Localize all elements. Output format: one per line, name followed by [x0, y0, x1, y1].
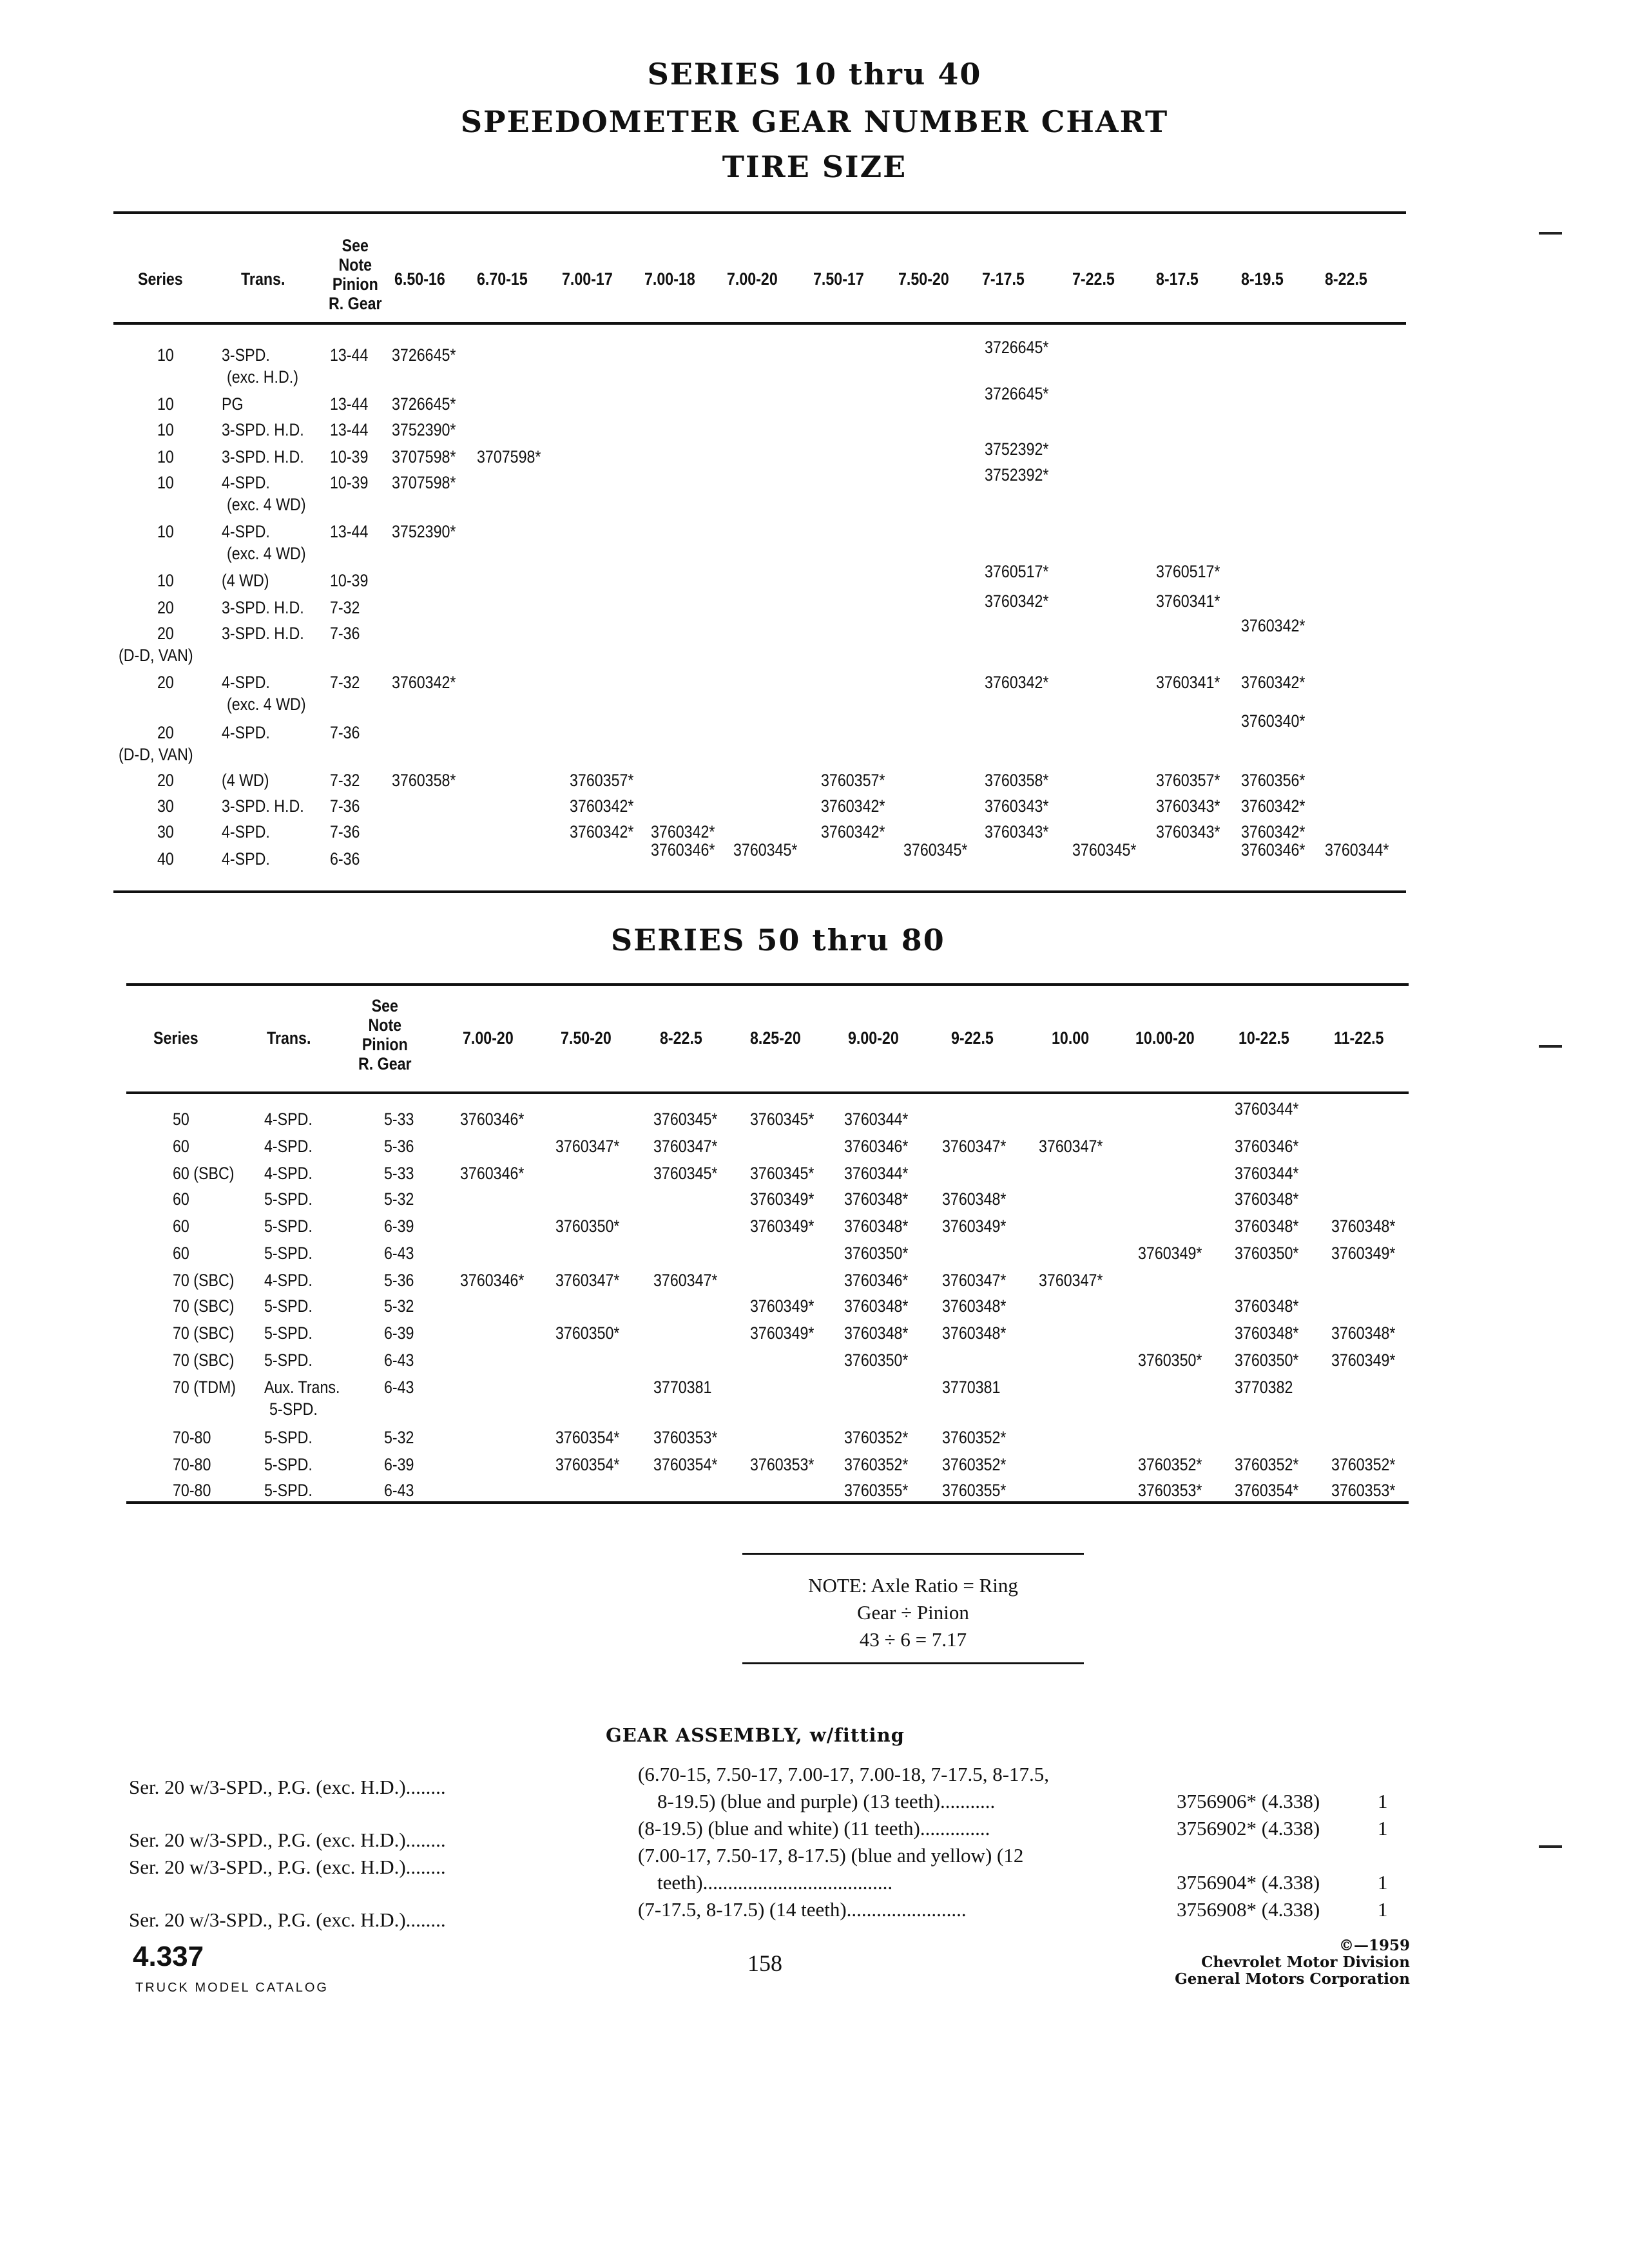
gear-number-cell: 3760350*: [555, 1216, 620, 1236]
gear-number-cell: 3760342*: [1241, 616, 1306, 635]
gear-number-cell: 3760517*: [985, 562, 1049, 581]
row-trans: 4-SPD.: [222, 723, 270, 742]
gear-number-cell: 3760352*: [942, 1428, 1007, 1447]
column-header-tire-size: 8.25-20: [750, 1028, 801, 1048]
column-header-tire-size: 6.50-16: [394, 269, 445, 289]
row-pinion: 5-36: [384, 1271, 414, 1290]
gear-number-cell: 3760343*: [1156, 822, 1220, 841]
gear-number-cell: 3760342*: [821, 822, 885, 841]
row-pinion: 7-32: [330, 598, 360, 617]
table-rule-top: [126, 983, 1409, 986]
gear-number-cell: 3760354*: [1235, 1481, 1299, 1500]
row-series: 30: [157, 822, 174, 841]
gear-part-number: 3756908* (4.338): [1177, 1898, 1320, 1921]
gear-number-cell: 3760353*: [750, 1455, 815, 1474]
gear-number-cell: 3760349*: [1331, 1350, 1396, 1370]
row-series: 20: [157, 723, 174, 742]
gear-number-cell: 3760348*: [844, 1216, 909, 1236]
row-pinion: 5-33: [384, 1110, 414, 1129]
gear-item-left: Ser. 20 w/3-SPD., P.G. (exc. H.D.)........: [129, 1908, 446, 1931]
row-trans: (4 WD): [222, 771, 269, 790]
gear-item-left: Ser. 20 w/3-SPD., P.G. (exc. H.D.)........: [129, 1776, 446, 1798]
gear-number-cell: 3760348*: [1235, 1296, 1299, 1316]
gear-number-cell: 3760357*: [821, 771, 885, 790]
gear-number-cell: 3760353*: [653, 1428, 718, 1447]
row-pinion: 6-43: [384, 1378, 414, 1397]
gear-number-cell: 3770381: [653, 1378, 712, 1397]
column-header-trans: Trans.: [241, 269, 285, 289]
row-pinion: 5-32: [384, 1428, 414, 1447]
row-series: 70 (SBC): [173, 1296, 235, 1316]
gear-number-cell: 3760348*: [1331, 1216, 1396, 1236]
gear-number-cell: 3752392*: [985, 465, 1049, 485]
column-header-tire-size: 10-22.5: [1239, 1028, 1289, 1048]
gear-number-cell: 3760342*: [651, 822, 715, 841]
gear-number-cell: 3760343*: [985, 822, 1049, 841]
row-trans: 5-SPD.: [264, 1296, 313, 1316]
gear-number-cell: 3760346*: [1241, 840, 1306, 860]
row-pinion: 13-44: [330, 394, 369, 414]
note-rule-bottom: [742, 1662, 1084, 1664]
gear-number-cell: 3760357*: [570, 771, 634, 790]
row-pinion: 5-36: [384, 1137, 414, 1156]
gear-number-cell: 3760348*: [1235, 1323, 1299, 1343]
gear-number-cell: 3760344*: [1235, 1164, 1299, 1183]
gear-number-cell: 3760342*: [570, 796, 634, 816]
gear-number-cell: 3760348*: [942, 1296, 1007, 1316]
column-header-tire-size: 10.00: [1052, 1028, 1090, 1048]
margin-tick: [1539, 232, 1562, 235]
column-header-tire-size: 7.50-20: [561, 1028, 612, 1048]
row-series: 40: [157, 849, 174, 869]
gear-number-cell: 3760343*: [985, 796, 1049, 816]
gear-number-cell: 3760349*: [750, 1189, 815, 1209]
row-series: 10: [157, 473, 174, 492]
gear-number-cell: 3760345*: [750, 1164, 815, 1183]
gear-number-cell: 3760348*: [1235, 1216, 1299, 1236]
gear-number-cell: 3760342*: [570, 822, 634, 841]
gear-number-cell: 3770381: [942, 1378, 1001, 1397]
gear-number-cell: 3760347*: [653, 1271, 718, 1290]
gear-number-cell: 3752390*: [392, 522, 456, 541]
row-pinion: 7-36: [330, 624, 360, 643]
column-header-tire-size: 7.50-17: [813, 269, 864, 289]
gear-number-cell: 3760349*: [750, 1323, 815, 1343]
gear-number-cell: 3760342*: [1241, 796, 1306, 816]
gear-number-cell: 3760348*: [844, 1189, 909, 1209]
column-header-tire-size: 7.00-17: [562, 269, 613, 289]
row-series: 70-80: [173, 1455, 211, 1474]
column-header-tire-size: 7.00-20: [463, 1028, 514, 1048]
row-trans: 4-SPD.: [264, 1164, 313, 1183]
row-series: 20: [157, 598, 174, 617]
row-series: 10: [157, 394, 174, 414]
gear-number-cell: 3760349*: [1138, 1244, 1202, 1263]
gear-number-cell: 3760356*: [1241, 771, 1306, 790]
row-trans: 3-SPD. H.D.: [222, 624, 304, 643]
column-header-tire-size: 8-17.5: [1156, 269, 1199, 289]
gear-number-cell: 3726645*: [985, 384, 1049, 403]
margin-tick: [1539, 1045, 1562, 1048]
table-rule-header: [113, 322, 1406, 325]
gear-number-cell: 3760348*: [1235, 1189, 1299, 1209]
column-header-tire-size: 11-22.5: [1334, 1028, 1384, 1048]
gear-number-cell: 3760358*: [985, 771, 1049, 790]
column-header-see-note: See Note Pinion R. Gear: [329, 236, 382, 313]
column-header-tire-size: 10.00-20: [1135, 1028, 1195, 1048]
gear-quantity: 1: [1378, 1871, 1388, 1894]
row-pinion: 6-43: [384, 1350, 414, 1370]
row-trans: 5-SPD.: [264, 1455, 313, 1474]
gear-assembly-title: GEAR ASSEMBLY, w/fitting: [606, 1724, 905, 1746]
gear-item-desc: (7.00-17, 7.50-17, 8-17.5) (blue and yellow) (12: [638, 1844, 1024, 1867]
row-pinion: 10-39: [330, 473, 369, 492]
column-header-tire-size: 9.00-20: [848, 1028, 899, 1048]
gear-number-cell: 3760342*: [821, 796, 885, 816]
row-pinion: 6-39: [384, 1323, 414, 1343]
gear-item-desc: (7-17.5, 8-17.5) (14 teeth)........................: [638, 1898, 967, 1921]
axle-ratio-note: [742, 1572, 1084, 1653]
gear-number-cell: 3760348*: [844, 1296, 909, 1316]
gear-number-cell: 3760340*: [1241, 711, 1306, 731]
column-header-tire-size: 8-22.5: [1325, 269, 1367, 289]
gear-number-cell: 3760355*: [844, 1481, 909, 1500]
gear-number-cell: 3726645*: [985, 338, 1049, 357]
gear-number-cell: 3760344*: [1325, 840, 1389, 860]
gear-number-cell: 3760346*: [1235, 1137, 1299, 1156]
gear-number-cell: 3760347*: [653, 1137, 718, 1156]
gear-number-cell: 3760348*: [942, 1323, 1007, 1343]
column-header-tire-size: 7-17.5: [982, 269, 1025, 289]
row-pinion: 6-39: [384, 1455, 414, 1474]
gear-number-cell: 3760355*: [942, 1481, 1007, 1500]
column-header-see-note: See Note Pinion R. Gear: [358, 996, 412, 1073]
gear-number-cell: 3760349*: [750, 1216, 815, 1236]
row-series: 70 (SBC): [173, 1350, 235, 1370]
gear-number-cell: 3760354*: [653, 1455, 718, 1474]
page-title-series: SERIES 10 thru 40: [647, 57, 982, 91]
column-header-series: Series: [138, 269, 183, 289]
note-line-3: 43 ÷ 6 = 7.17: [859, 1628, 967, 1651]
row-series: 70-80: [173, 1428, 211, 1447]
row-pinion: 6-43: [384, 1244, 414, 1263]
table-rule-bottom: [113, 890, 1406, 893]
gear-number-cell: 3760347*: [1039, 1271, 1103, 1290]
gear-number-cell: 3760346*: [460, 1271, 525, 1290]
gear-quantity: 1: [1378, 1790, 1388, 1812]
gear-number-cell: 3760342*: [1241, 822, 1306, 841]
row-pinion: 6-36: [330, 849, 360, 869]
row-trans: 3-SPD. H.D.: [222, 598, 304, 617]
gear-part-number: 3756906* (4.338): [1177, 1790, 1320, 1812]
row-series: 50: [173, 1110, 189, 1129]
note-line-2: Gear ÷ Pinion: [857, 1601, 969, 1624]
row-pinion: 7-32: [330, 673, 360, 692]
row-pinion: 10-39: [330, 447, 369, 466]
row-trans: 4-SPD.: [222, 673, 270, 692]
gear-number-cell: 3760346*: [460, 1164, 525, 1183]
publisher-division: Chevrolet Motor Division: [1201, 1954, 1410, 1971]
row-series: 10: [157, 571, 174, 590]
column-header-tire-size: 7.50-20: [898, 269, 949, 289]
gear-number-cell: 3760350*: [1235, 1350, 1299, 1370]
gear-number-cell: 3760346*: [460, 1110, 525, 1129]
row-series: 20: [157, 771, 174, 790]
column-header-tire-size: 9-22.5: [951, 1028, 994, 1048]
column-header-tire-size: 8-22.5: [660, 1028, 702, 1048]
column-header-tire-size: 7.00-18: [644, 269, 695, 289]
row-pinion: 7-36: [330, 796, 360, 816]
gear-number-cell: 3760345*: [653, 1164, 718, 1183]
row-trans: 5-SPD.: [264, 1428, 313, 1447]
row-pinion: 7-32: [330, 771, 360, 790]
row-pinion: 5-33: [384, 1164, 414, 1183]
gear-item-desc: 8-19.5) (blue and purple) (13 teeth)...........: [657, 1790, 996, 1812]
gear-number-cell: 3760352*: [1235, 1455, 1299, 1474]
row-trans: Aux. Trans.: [264, 1378, 340, 1397]
gear-quantity: 1: [1378, 1898, 1388, 1921]
row-trans-note: (exc. 4 WD): [227, 544, 306, 563]
row-series: 10: [157, 522, 174, 541]
row-series: 60: [173, 1137, 189, 1156]
row-trans: 3-SPD.: [222, 345, 270, 365]
page-title-chart: SPEEDOMETER GEAR NUMBER CHART: [460, 104, 1169, 139]
gear-number-cell: 3707598*: [392, 447, 456, 466]
row-pinion: 13-44: [330, 522, 369, 541]
copyright: ©—1959: [1338, 1937, 1410, 1954]
gear-number-cell: 3760352*: [844, 1428, 909, 1447]
row-trans: 5-SPD.: [264, 1323, 313, 1343]
row-trans: 4-SPD.: [222, 849, 270, 869]
gear-part-number: 3756902* (4.338): [1177, 1817, 1320, 1840]
gear-number-cell: 3760347*: [555, 1137, 620, 1156]
gear-number-cell: 3760341*: [1156, 591, 1220, 611]
gear-number-cell: 3760344*: [844, 1110, 909, 1129]
gear-part-number: 3756904* (4.338): [1177, 1871, 1320, 1894]
gear-number-cell: 3760350*: [555, 1323, 620, 1343]
gear-number-cell: 3760344*: [1235, 1099, 1299, 1119]
row-trans-note: (exc. 4 WD): [227, 695, 306, 714]
gear-number-cell: 3760353*: [1138, 1481, 1202, 1500]
gear-number-cell: 3760354*: [555, 1455, 620, 1474]
gear-number-cell: 3760349*: [750, 1296, 815, 1316]
row-series: 60 (SBC): [173, 1164, 235, 1183]
gear-number-cell: 3760349*: [942, 1216, 1007, 1236]
gear-number-cell: 3760343*: [1156, 796, 1220, 816]
row-trans: 5-SPD.: [264, 1244, 313, 1263]
row-series: 20: [157, 624, 174, 643]
catalog-label: TRUCK MODEL CATALOG: [135, 1981, 329, 1995]
gear-number-cell: 3726645*: [392, 394, 456, 414]
gear-number-cell: 3760344*: [844, 1164, 909, 1183]
row-series: 10: [157, 345, 174, 365]
row-trans: 5-SPD.: [264, 1189, 313, 1209]
row-pinion: 7-36: [330, 723, 360, 742]
row-series-note: (D-D, VAN): [119, 646, 193, 665]
row-trans: 5-SPD.: [264, 1216, 313, 1236]
row-trans: 4-SPD.: [222, 473, 270, 492]
catalog-section-number: 4.337: [133, 1941, 204, 1972]
row-pinion: 5-32: [384, 1189, 414, 1209]
column-header-tire-size: 8-19.5: [1241, 269, 1284, 289]
row-series: 30: [157, 796, 174, 816]
row-trans: 5-SPD.: [264, 1481, 313, 1500]
row-trans-note: 5-SPD.: [269, 1399, 318, 1419]
gear-number-cell: 3760342*: [985, 591, 1049, 611]
gear-number-cell: 3760342*: [392, 673, 456, 692]
gear-number-cell: 3760352*: [1138, 1455, 1202, 1474]
column-header-tire-size: 7.00-20: [727, 269, 778, 289]
column-header-tire-size: 7-22.5: [1072, 269, 1115, 289]
row-series-note: (D-D, VAN): [119, 745, 193, 764]
row-series: 60: [173, 1189, 189, 1209]
gear-item-desc: (6.70-15, 7.50-17, 7.00-17, 7.00-18, 7-17.5, 8-17.5,: [638, 1763, 1050, 1785]
row-series: 60: [173, 1216, 189, 1236]
gear-number-cell: 3760350*: [1235, 1244, 1299, 1263]
margin-tick: [1539, 1845, 1562, 1848]
gear-number-cell: 3760342*: [985, 673, 1049, 692]
row-pinion: 10-39: [330, 571, 369, 590]
gear-item-left: Ser. 20 w/3-SPD., P.G. (exc. H.D.)........: [129, 1856, 446, 1878]
row-trans: 3-SPD. H.D.: [222, 447, 304, 466]
row-series: 70 (SBC): [173, 1323, 235, 1343]
gear-number-cell: 3760348*: [1331, 1323, 1396, 1343]
gear-number-cell: 3760345*: [653, 1110, 718, 1129]
row-series: 10: [157, 420, 174, 439]
row-trans: 5-SPD.: [264, 1350, 313, 1370]
row-trans: 4-SPD.: [264, 1137, 313, 1156]
section-title-series-50-80: SERIES 50 thru 80: [611, 923, 945, 957]
row-trans: 4-SPD.: [264, 1110, 313, 1129]
row-pinion: 7-36: [330, 822, 360, 841]
gear-item-left: Ser. 20 w/3-SPD., P.G. (exc. H.D.)........: [129, 1829, 446, 1851]
row-trans: 3-SPD. H.D.: [222, 796, 304, 816]
gear-number-cell: 3760345*: [903, 840, 968, 860]
gear-number-cell: 3760347*: [942, 1271, 1007, 1290]
row-trans-note: (exc. H.D.): [227, 367, 298, 387]
gear-number-cell: 3760354*: [555, 1428, 620, 1447]
gear-number-cell: 3760349*: [1331, 1244, 1396, 1263]
row-pinion: 6-43: [384, 1481, 414, 1500]
page-number: 158: [747, 1950, 782, 1976]
gear-number-cell: 3760346*: [844, 1271, 909, 1290]
gear-number-cell: 3752390*: [392, 420, 456, 439]
row-series: 10: [157, 447, 174, 466]
row-series: 70-80: [173, 1481, 211, 1500]
gear-number-cell: 3760358*: [392, 771, 456, 790]
row-pinion: 6-39: [384, 1216, 414, 1236]
gear-number-cell: 3760347*: [1039, 1137, 1103, 1156]
gear-item-desc: (8-19.5) (blue and white) (11 teeth)..............: [638, 1817, 990, 1840]
gear-number-cell: 3760345*: [750, 1110, 815, 1129]
gear-item-desc: teeth)......................................: [657, 1871, 893, 1894]
gear-number-cell: 3760346*: [651, 840, 715, 860]
gear-number-cell: 3760350*: [1138, 1350, 1202, 1370]
row-pinion: 5-32: [384, 1296, 414, 1316]
row-pinion: 13-44: [330, 345, 369, 365]
gear-number-cell: 3760357*: [1156, 771, 1220, 790]
gear-number-cell: 3760353*: [1331, 1481, 1396, 1500]
column-header-trans: Trans.: [267, 1028, 311, 1048]
gear-number-cell: 3726645*: [392, 345, 456, 365]
row-series: 70 (SBC): [173, 1271, 235, 1290]
gear-number-cell: 3760345*: [733, 840, 798, 860]
row-series: 60: [173, 1244, 189, 1263]
column-header-series: Series: [153, 1028, 198, 1048]
gear-number-cell: 3760352*: [1331, 1455, 1396, 1474]
gear-number-cell: 3707598*: [477, 447, 541, 466]
gear-number-cell: 3760348*: [844, 1323, 909, 1343]
row-trans: 4-SPD.: [264, 1271, 313, 1290]
row-trans: (4 WD): [222, 571, 269, 590]
table-rule-top: [113, 211, 1406, 214]
gear-number-cell: 3752392*: [985, 439, 1049, 459]
gear-number-cell: 3770382: [1235, 1378, 1293, 1397]
table-rule-header: [126, 1091, 1409, 1094]
gear-number-cell: 3760341*: [1156, 673, 1220, 692]
row-pinion: 13-44: [330, 420, 369, 439]
row-trans: 3-SPD. H.D.: [222, 420, 304, 439]
gear-number-cell: 3760347*: [555, 1271, 620, 1290]
publisher-corporation: General Motors Corporation: [1175, 1970, 1410, 1988]
page-title-tire-size: TIRE SIZE: [722, 149, 907, 184]
gear-number-cell: 3760352*: [844, 1455, 909, 1474]
row-trans: 4-SPD.: [222, 822, 270, 841]
note-rule-top: [742, 1553, 1084, 1555]
gear-number-cell: 3760342*: [1241, 673, 1306, 692]
row-series: 20: [157, 673, 174, 692]
gear-number-cell: 3760348*: [942, 1189, 1007, 1209]
row-trans: PG: [222, 394, 244, 414]
row-series: 70 (TDM): [173, 1378, 236, 1397]
note-line-1: NOTE: Axle Ratio = Ring: [808, 1574, 1018, 1597]
column-header-tire-size: 6.70-15: [477, 269, 528, 289]
gear-number-cell: 3760345*: [1072, 840, 1137, 860]
gear-number-cell: 3760517*: [1156, 562, 1220, 581]
gear-number-cell: 3707598*: [392, 473, 456, 492]
table-rule-bottom: [126, 1501, 1409, 1504]
gear-quantity: 1: [1378, 1817, 1388, 1840]
gear-number-cell: 3760350*: [844, 1350, 909, 1370]
gear-number-cell: 3760347*: [942, 1137, 1007, 1156]
gear-number-cell: 3760350*: [844, 1244, 909, 1263]
gear-number-cell: 3760352*: [942, 1455, 1007, 1474]
row-trans: 4-SPD.: [222, 522, 270, 541]
gear-number-cell: 3760346*: [844, 1137, 909, 1156]
row-trans-note: (exc. 4 WD): [227, 495, 306, 514]
